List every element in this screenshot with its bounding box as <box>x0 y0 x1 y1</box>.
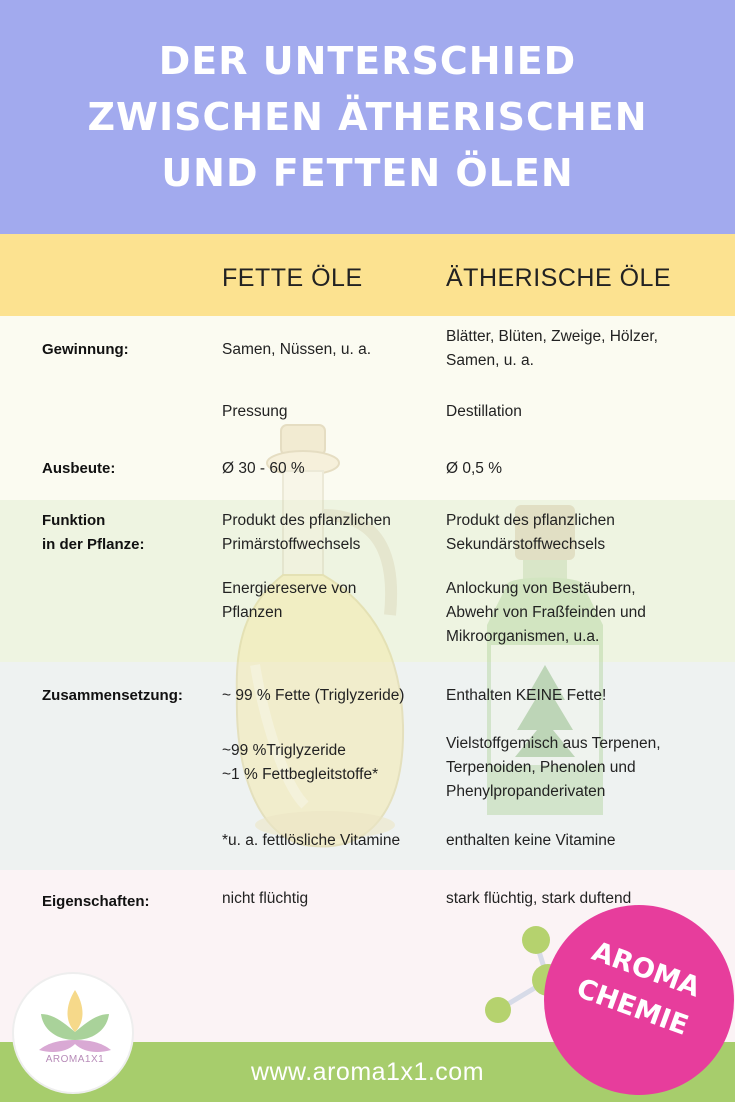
essential-method: Destillation <box>446 403 522 420</box>
header-banner <box>0 0 735 234</box>
badge-text: AROMA CHEMIE <box>572 935 705 1042</box>
website-link[interactable]: www.aroma1x1.com <box>250 1057 485 1086</box>
row-label-zusammensetzung: Zusammensetzung: <box>42 687 183 704</box>
row-label-eigenschaften: Eigenschaften: <box>42 893 150 910</box>
essential-zusammensetzung-2: Vielstoffgemisch aus Terpenen, Terpenoiden, Phenolen und Phenylpropanderivaten <box>446 735 661 800</box>
fat-zusammensetzung-3: *u. a. fettlösliche Vitamine <box>222 832 401 849</box>
essential-ausbeute: Ø 0,5 % <box>446 460 502 477</box>
essential-gewinnung: Blätter, Blüten, Zweige, Hölzer, Samen, u. a. <box>446 328 658 369</box>
column-heading-fat-oils: FETTE ÖLE <box>222 264 363 292</box>
essential-funktion: Produkt des pflanzlichen Sekundärstoffwechsels <box>446 512 615 553</box>
fat-zusammensetzung: ~ 99 % Fette (Triglyzeride) <box>222 687 405 704</box>
column-header-row <box>0 234 735 316</box>
row-label-ausbeute: Ausbeute: <box>42 460 116 477</box>
fat-funktion-2: Energiereserve von Pflanzen <box>222 580 357 621</box>
page-title: DER UNTERSCHIED ZWISCHEN ÄTHERISCHEN UND FETTEN ÖLEN <box>87 39 648 195</box>
column-heading-essential-oils: ÄTHERISCHE ÖLE <box>446 264 672 292</box>
row-label-gewinnung: Gewinnung: <box>42 341 129 358</box>
fat-method: Pressung <box>222 403 288 420</box>
logo-text: AROMA1X1 <box>45 1054 105 1065</box>
essential-eigenschaften: stark flüchtig, stark duftend <box>446 890 632 907</box>
lotus-flame-logo <box>35 984 115 1056</box>
fat-zusammensetzung-2: ~99 %Triglyzeride ~1 % Fettbegleitstoffe* <box>222 742 379 783</box>
fat-eigenschaften: nicht flüchtig <box>222 890 309 907</box>
essential-funktion-2: Anlockung von Bestäubern, Abwehr von Fraßfeinden und Mikroorganismen, u.a. <box>446 580 646 645</box>
brand-logo[interactable] <box>12 972 134 1094</box>
essential-zusammensetzung-3: enthalten keine Vitamine <box>446 832 616 849</box>
fat-ausbeute: Ø 30 - 60 % <box>222 460 305 477</box>
fat-funktion: Produkt des pflanzlichen Primärstoffwechsels <box>222 512 391 553</box>
essential-zusammensetzung: Enthalten KEINE Fette! <box>446 687 607 704</box>
row-label-funktion: Funktion in der Pflanze: <box>42 512 145 553</box>
fat-gewinnung: Samen, Nüssen, u. a. <box>222 341 372 358</box>
aroma-chemie-badge[interactable] <box>544 905 734 1095</box>
